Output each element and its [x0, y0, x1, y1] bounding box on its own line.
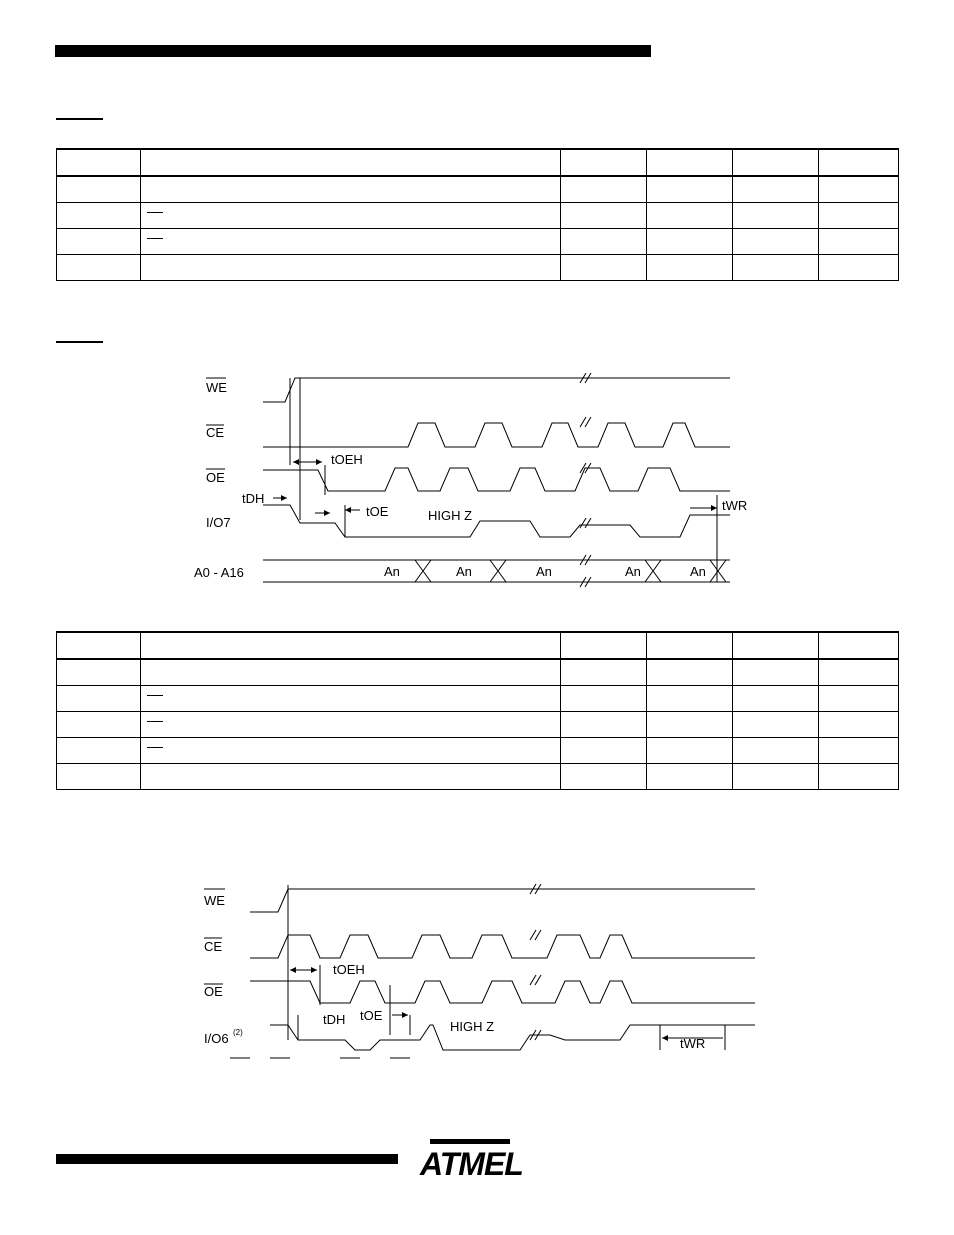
- table-row: [57, 229, 899, 255]
- address-label: A0 - A16: [194, 565, 244, 580]
- io-label: I/O7: [206, 515, 231, 530]
- section-heading-line-2: [56, 341, 103, 343]
- timing-diagram-1: [190, 365, 770, 595]
- overbar-mark: [147, 695, 163, 696]
- we-label: WE: [204, 893, 225, 908]
- twr-label: tWR: [680, 1036, 706, 1051]
- ce-label: CE: [206, 425, 225, 440]
- timing-diagram-2: [190, 875, 770, 1075]
- table-row: [57, 255, 899, 281]
- timing-table-1: [56, 148, 899, 281]
- table-row: [57, 659, 899, 686]
- address-value: An: [456, 564, 472, 579]
- high-z-label: HIGH Z: [428, 508, 473, 523]
- overbar-mark: [147, 721, 163, 722]
- tdh-label: tDH: [323, 1012, 346, 1027]
- toe-label: tOE: [366, 504, 389, 519]
- oe-label: OE: [204, 984, 223, 999]
- address-value: An: [536, 564, 552, 579]
- table-row: [57, 686, 899, 712]
- table-row: [57, 764, 899, 790]
- io-label: I/O6: [204, 1031, 229, 1046]
- toe-label: tOE: [360, 1008, 383, 1023]
- footer-bar: [56, 1154, 398, 1164]
- logo-text: ATMEL: [420, 1146, 523, 1182]
- timing-table-2: [56, 631, 899, 790]
- table-row: [57, 176, 899, 203]
- toeh-label: tOEH: [331, 452, 363, 467]
- overbar-mark: [147, 238, 163, 239]
- section-heading-line-1: [56, 118, 103, 120]
- header-bar: [55, 45, 651, 57]
- table-row: [57, 712, 899, 738]
- twr-label: tWR: [722, 498, 748, 513]
- we-label: WE: [206, 380, 227, 395]
- table-header-row: [57, 632, 899, 659]
- ce-label: CE: [204, 939, 223, 954]
- high-z-label: HIGH Z: [450, 1019, 495, 1034]
- oe-label: OE: [206, 470, 225, 485]
- overbar-mark: [147, 747, 163, 748]
- table-header-row: [57, 149, 899, 176]
- address-value: An: [625, 564, 641, 579]
- tdh-label: tDH: [242, 491, 265, 506]
- table-row: [57, 203, 899, 229]
- io-footnote: (2): [233, 1028, 243, 1037]
- address-value: An: [384, 564, 400, 579]
- toeh-label: tOEH: [333, 962, 365, 977]
- overbar-mark: [147, 212, 163, 213]
- atmel-logo: [412, 1137, 523, 1183]
- table-row: [57, 738, 899, 764]
- address-value: An: [690, 564, 706, 579]
